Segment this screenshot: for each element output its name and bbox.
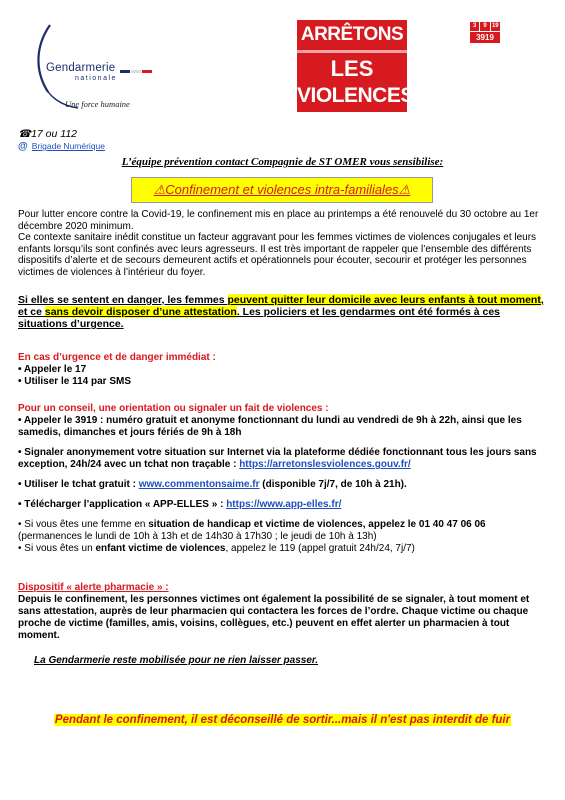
- banner-divider: [297, 50, 407, 53]
- danger-text-e: . Les policiers et les gendarmes ont été formés à ces situations d’urgence.: [18, 306, 501, 330]
- intro-p1: Pour lutter encore contre la Covid-19, le confinement mis en place au printemps a été renouvelé du 30 octobre au 1er décembre 2020 minimum.: [18, 209, 539, 232]
- item6-c: , appelez le 119 (appel gratuit 24h/24, 7j/7): [225, 543, 415, 554]
- item6-a: • Si vous êtes un: [18, 543, 96, 554]
- badge-digit: 19: [491, 23, 499, 29]
- conseil-heading: Pour un conseil, une orientation ou signaler un fait de violences :: [18, 403, 329, 414]
- banner-line-1: ARRÊTONS: [300, 24, 404, 45]
- pharmacie-heading: Dispositif « alerte pharmacie » :: [18, 582, 169, 593]
- campaign-banner: [297, 20, 414, 112]
- badge-digit: 9: [480, 22, 489, 31]
- list-item: [18, 499, 551, 511]
- brigade-link[interactable]: Brigade Numérique: [31, 141, 105, 151]
- danger-highlight-1: peuvent quitter leur domicile avec leurs enfants à tout moment: [227, 294, 541, 306]
- urgence-section: [18, 352, 551, 388]
- banner-line-2: LES: [330, 56, 374, 81]
- app-elles-link[interactable]: https://www.app-elles.fr/: [226, 499, 342, 510]
- item6-b: enfant victime de violences: [95, 543, 226, 554]
- list-item: [18, 447, 551, 471]
- item5-hours: (permanences le lundi de 10h à 13h et de 14h30 à 17h30 ; le jeudi de 10h à 13h): [18, 531, 377, 542]
- danger-paragraph: [18, 294, 551, 330]
- list-item: • Appeler le 3919 : numéro gratuit et anonyme fonctionnant du lundi au vendredi de 9h à 22h, ainsi que les samedis, dimanches et jours fériés de 9h à 18h: [18, 415, 522, 438]
- list-item: [18, 519, 551, 531]
- arretons-link[interactable]: https://arretonslesviolences.gouv.fr/: [239, 459, 411, 470]
- intro-paragraph: [18, 209, 551, 278]
- list-item: • Utiliser le 114 par SMS: [18, 376, 131, 387]
- item5-b: situation de handicap et victime de violences: [148, 519, 363, 530]
- danger-text-c: , et ce: [18, 294, 544, 318]
- footer-text: Pendant le confinement, il est déconseillé de sortir...mais il n'est pas interdit de fuir: [54, 714, 511, 726]
- at-icon: @: [18, 141, 28, 152]
- list-item: [18, 543, 551, 555]
- item3-text: • Utiliser le tchat gratuit :: [18, 479, 139, 490]
- urgence-heading: En cas d’urgence et de danger immédiat :: [18, 352, 216, 363]
- list-item: • Appeler le 17: [18, 364, 87, 375]
- item2-text: • Signaler anonymement votre situation sur Internet via la plateforme dédiée fonctionnant tous les jours sans exception, 24h/24 avec un tchat non traçable :: [18, 447, 537, 470]
- footer-banner: [0, 710, 565, 728]
- item3-tail: (disponible 7j/7, de 10h à 21h).: [259, 479, 407, 490]
- logo-title: Gendarmerie: [46, 62, 116, 74]
- list-item: [18, 479, 551, 491]
- title-box: [131, 177, 433, 203]
- mobilise-line: La Gendarmerie reste mobilisée pour ne rien laisser passer.: [34, 655, 319, 666]
- danger-highlight-2: sans devoir disposer d’une attestation: [44, 306, 237, 318]
- pharmacie-section: [18, 582, 551, 642]
- logo-subtitle: nationale: [75, 75, 117, 82]
- danger-text-a: Si elles se sentent en danger, les femmes: [18, 294, 228, 306]
- item5-c: , appelez le 01 40 47 06 06: [362, 519, 486, 530]
- commentonsaime-link[interactable]: www.commentonsaime.fr: [138, 479, 260, 490]
- brigade-line: [18, 141, 105, 152]
- item4-text: • Télécharger l’application « APP-ELLES » :: [18, 499, 227, 510]
- gendarmerie-logo: [28, 20, 178, 120]
- item5-a: • Si vous êtes une femme en: [18, 519, 149, 530]
- team-line: L’équipe prévention contact Compagnie de ST OMER vous sensibilise:: [121, 156, 444, 168]
- conseil-section: [18, 403, 551, 555]
- badge-digit: 3: [470, 22, 479, 31]
- page-title: ⚠Confinement et violences intra-familiales⚠: [153, 182, 411, 197]
- emergency-phone: ☎17 ou 112: [18, 128, 78, 140]
- logo-motto: Une force humaine: [65, 99, 130, 109]
- pharmacie-body: Depuis le confinement, les personnes victimes ont également la possibilité de se signaler, à tout moment et sans attestation, auprès de leur pharmacien qui contactera les forces de l’ordre. Chaque victime ou chaque proche de victime (familles, amis, voisins, collègues, etc.) peuvent en effet alerter un pharmacien à tout moment.: [18, 594, 530, 641]
- banner-line-3: VIOLENCES: [297, 84, 414, 107]
- hotline-badge: [470, 22, 500, 44]
- badge-number: 3919: [470, 32, 500, 43]
- intro-p2: Ce contexte sanitaire inédit constitue un facteur aggravant pour les femmes victimes de violences conjugales et leurs enfants lorsqu’ils sont confinés avec leurs agresseurs. Il est très important de rappeler que l’ensemble des différents dispositifs d’alerte et de secours demeurent actifs et opérationnels pour écouter, secourir et protéger les personnes victimes de violences à l’intérieur du foyer.: [18, 232, 537, 278]
